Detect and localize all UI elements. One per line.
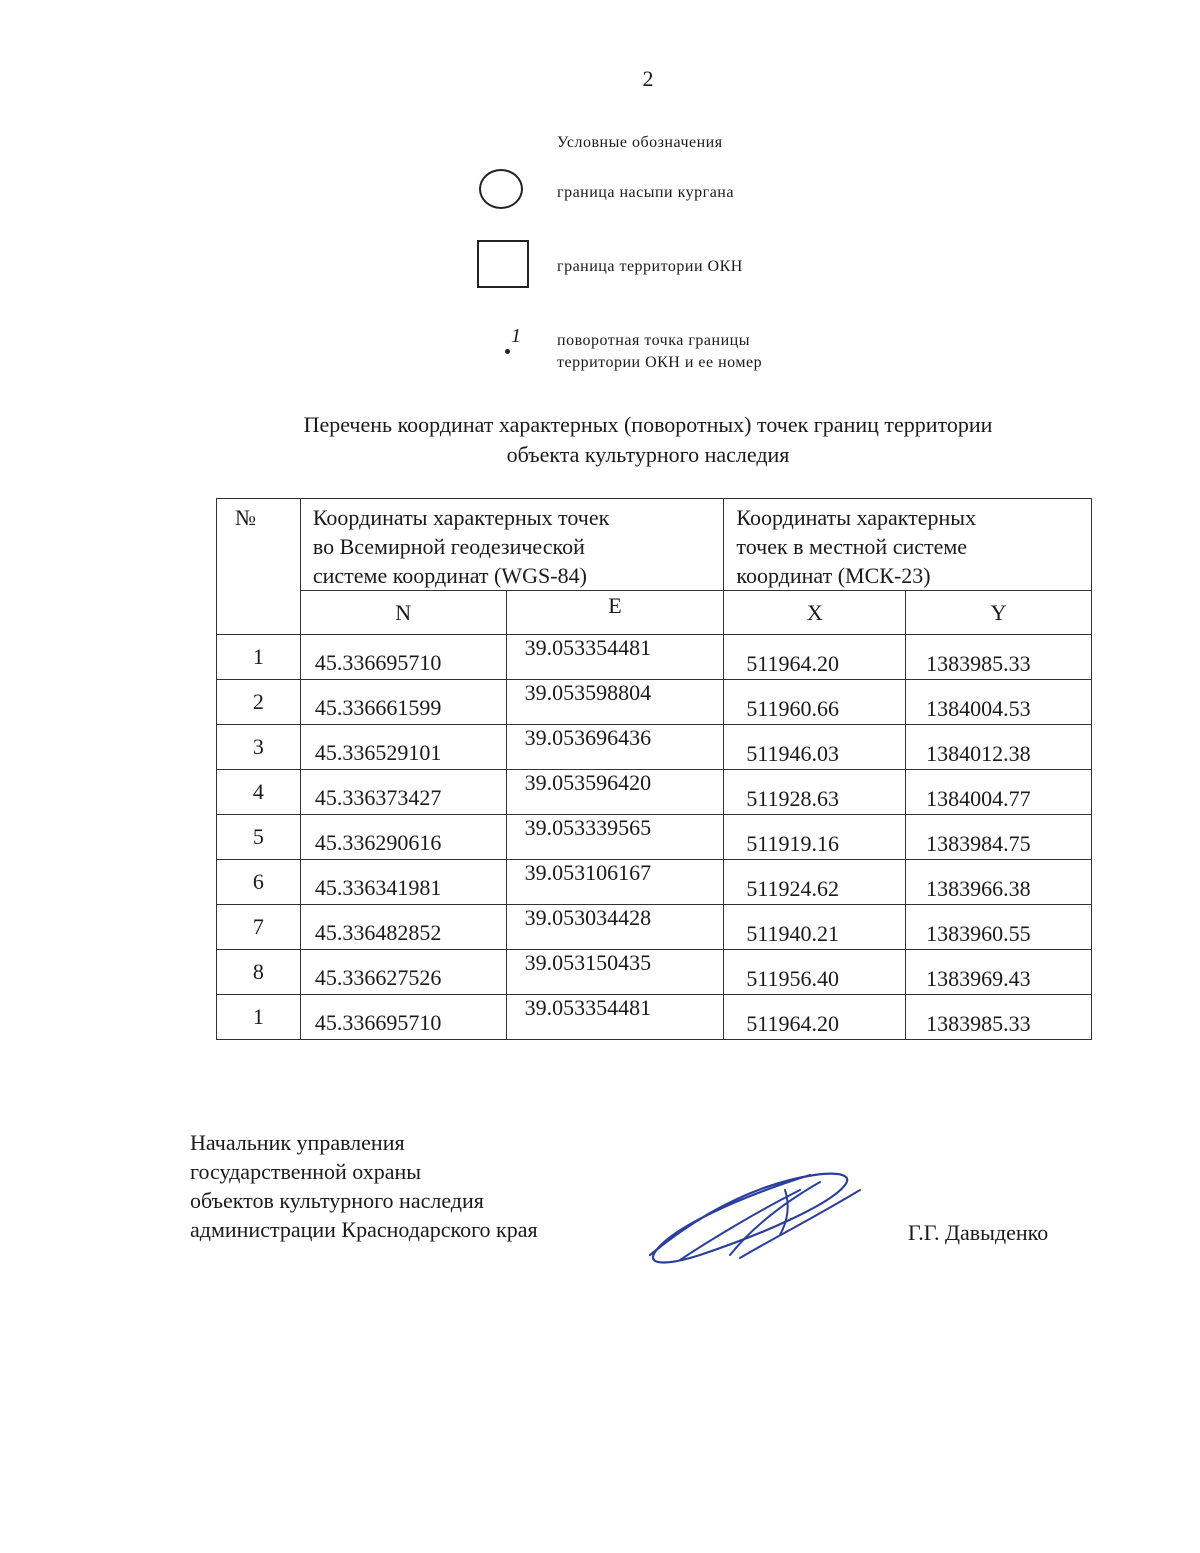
cell-y: 1383960.55 (906, 905, 1092, 950)
signatory-title-line4: администрации Краснодарского края (190, 1217, 538, 1242)
signatory-name: Г.Г. Давыденко (908, 1220, 1049, 1245)
col-number-header: № (217, 499, 301, 635)
cell-n: 45.336482852 (300, 905, 506, 950)
legend-text-territory: граница территории ОКН (557, 258, 743, 275)
table-row (217, 860, 1092, 905)
cell-num: 1 (217, 635, 301, 680)
point-icon (503, 325, 527, 365)
signatory-title-line3: объектов культурного наследия (190, 1188, 484, 1213)
cell-e: 39.053034428 (506, 905, 724, 950)
cell-x: 511924.62 (724, 860, 906, 905)
wgs84-header-line1: Координаты характерных точек (312, 505, 610, 530)
cell-num: 1 (217, 995, 301, 1040)
cell-x: 511964.20 (724, 995, 906, 1040)
msk23-header-line3: координат (МСК-23) (736, 563, 931, 588)
square-icon (477, 240, 529, 288)
wgs84-header-line3: системе координат (WGS-84) (312, 563, 587, 588)
signatory-title (190, 1128, 538, 1244)
cell-n: 45.336341981 (300, 860, 506, 905)
cell-num: 7 (217, 905, 301, 950)
page-number: 2 (642, 66, 654, 91)
table-row (217, 905, 1092, 950)
cell-e: 39.053596420 (506, 770, 724, 815)
legend-text-mound: граница насыпи кургана (557, 184, 734, 201)
cell-num: 2 (217, 680, 301, 725)
cell-n: 45.336695710 (300, 995, 506, 1040)
cell-x: 511919.16 (724, 815, 906, 860)
table-row (217, 995, 1092, 1040)
cell-num: 8 (217, 950, 301, 995)
table-heading (100, 410, 1196, 470)
cell-num: 4 (217, 770, 301, 815)
legend-text-turning-point (557, 330, 762, 374)
table-row (217, 950, 1092, 995)
cell-y: 1384012.38 (906, 725, 1092, 770)
cell-x: 511956.40 (724, 950, 906, 995)
cell-n: 45.336661599 (300, 680, 506, 725)
cell-y: 1383984.75 (906, 815, 1092, 860)
table-row (217, 635, 1092, 680)
cell-num: 6 (217, 860, 301, 905)
circle-icon (479, 169, 523, 209)
table-row (217, 770, 1092, 815)
cell-y: 1383966.38 (906, 860, 1092, 905)
cell-n: 45.336373427 (300, 770, 506, 815)
col-x-header: X (724, 591, 906, 635)
cell-y: 1383985.33 (906, 635, 1092, 680)
cell-e: 39.053150435 (506, 950, 724, 995)
cell-x: 511928.63 (724, 770, 906, 815)
cell-x: 511964.20 (724, 635, 906, 680)
signatory-title-line2: государственной охраны (190, 1159, 422, 1184)
cell-x: 511940.21 (724, 905, 906, 950)
col-y-header: Y (906, 591, 1092, 635)
table-row (217, 680, 1092, 725)
cell-y: 1383969.43 (906, 950, 1092, 995)
cell-e: 39.053598804 (506, 680, 724, 725)
cell-n: 45.336529101 (300, 725, 506, 770)
msk23-header-line2: точек в местной системе (736, 534, 968, 559)
cell-y: 1384004.53 (906, 680, 1092, 725)
signatory-title-line1: Начальник управления (190, 1130, 405, 1155)
wgs84-group-header (300, 499, 724, 591)
cell-n: 45.336627526 (300, 950, 506, 995)
col-e-header: E (506, 591, 724, 635)
legend-text-turning-point-line2: территории ОКН и ее номер (557, 354, 763, 371)
point-number: 1 (511, 325, 521, 347)
point-dot (505, 349, 510, 354)
cell-x: 511960.66 (724, 680, 906, 725)
cell-e: 39.053106167 (506, 860, 724, 905)
cell-e: 39.053354481 (506, 635, 724, 680)
wgs84-header-line2: во Всемирной геодезической (312, 534, 585, 559)
msk23-header-line1: Координаты характерных (736, 505, 977, 530)
cell-num: 5 (217, 815, 301, 860)
table-row (217, 815, 1092, 860)
cell-y: 1383985.33 (906, 995, 1092, 1040)
cell-y: 1384004.77 (906, 770, 1092, 815)
cell-x: 511946.03 (724, 725, 906, 770)
msk23-group-header (724, 499, 1092, 591)
table-row (217, 725, 1092, 770)
table-heading-line1: Перечень координат характерных (поворотных) точек границ территории (303, 412, 993, 437)
table-heading-line2: объекта культурного наследия (506, 442, 790, 467)
cell-n: 45.336290616 (300, 815, 506, 860)
cell-num: 3 (217, 725, 301, 770)
cell-e: 39.053354481 (506, 995, 724, 1040)
cell-e: 39.053696436 (506, 725, 724, 770)
legend-title: Условные обозначения (557, 134, 723, 151)
coordinates-table (216, 498, 1092, 1040)
col-n-header: N (300, 591, 506, 635)
cell-e: 39.053339565 (506, 815, 724, 860)
handwritten-signature (640, 1160, 870, 1270)
cell-n: 45.336695710 (300, 635, 506, 680)
legend-text-turning-point-line1: поворотная точка границы (557, 332, 750, 349)
